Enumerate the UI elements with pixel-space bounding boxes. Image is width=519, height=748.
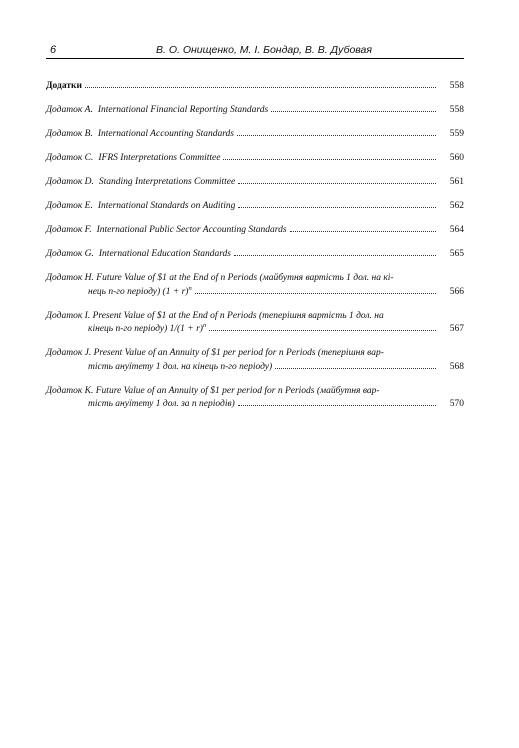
toc-label: Додаток F.	[46, 225, 92, 235]
toc-title: International Accounting Standards	[97, 129, 235, 139]
dot-leader	[271, 111, 436, 112]
exponent: n	[188, 284, 192, 292]
dot-leader	[238, 207, 436, 208]
toc-title-line2-text: тість ануїтету 1 дол. за n періодів)	[88, 399, 235, 409]
exponent: n	[202, 321, 207, 329]
running-header-authors: В. О. Онищенко, М. І. Бондар, В. В. Дубовая	[155, 44, 373, 56]
toc-label: Додаток H.	[46, 273, 94, 283]
toc-title-line2	[88, 323, 206, 337]
dot-leader	[223, 159, 436, 160]
dot-leader	[290, 231, 436, 232]
dot-leader	[85, 87, 436, 88]
dot-leader	[238, 405, 436, 406]
toc-entry[interactable]	[46, 272, 464, 299]
toc-label: Додаток Е.	[46, 201, 93, 211]
toc-title: International Financial Reporting Standards	[97, 105, 269, 115]
toc-single-entries	[46, 104, 464, 262]
toc-page-number: 559	[449, 129, 464, 139]
toc-entry[interactable]	[46, 385, 464, 412]
dot-leader	[237, 135, 436, 136]
toc-title-line2	[88, 361, 272, 375]
toc-label: Додаток D.	[46, 177, 94, 187]
toc-entry[interactable]	[46, 248, 464, 262]
toc-entry[interactable]	[46, 104, 464, 118]
toc-title-line2-text: нець n-го періоду) (1 + r)	[88, 286, 189, 297]
header-divider	[46, 58, 464, 59]
toc-page-number: 558	[449, 81, 464, 91]
toc-title-line2-text: тість ануїтету 1 дол. на кінець n-го періоду)	[88, 361, 273, 372]
dot-leader	[209, 330, 436, 331]
toc-page-number: 564	[449, 225, 464, 235]
toc-label: Додаток G.	[46, 249, 94, 259]
toc-multi-entries	[46, 272, 464, 412]
toc-title: International Public Sector Accounting Standards	[96, 225, 287, 235]
dot-leader	[234, 255, 436, 256]
toc-page-number: 558	[449, 105, 464, 115]
toc-page-number: 566	[449, 286, 464, 297]
dot-leader	[275, 368, 436, 369]
toc-page-number: 561	[449, 177, 464, 187]
toc-title: International Standards on Auditing	[97, 201, 236, 211]
dot-leader	[195, 293, 436, 294]
toc-title-line1: Present Value of an Annuity of $1 per period for n Periods (теперішня вар-	[93, 348, 384, 358]
toc-page-number: 565	[449, 249, 464, 259]
toc-entry[interactable]	[46, 152, 464, 166]
toc-label: Додаток В.	[46, 129, 93, 139]
toc-label: Додаток А.	[46, 105, 93, 115]
toc-entry-appendices[interactable]	[46, 80, 464, 94]
toc-label: Додаток С.	[46, 153, 94, 163]
toc-label: Додаток J.	[46, 348, 92, 358]
toc-page-number: 570	[449, 399, 464, 409]
toc-entry[interactable]	[46, 128, 464, 142]
toc-title: IFRS Interpretations Committee	[98, 153, 221, 163]
toc-title-line1: Future Value of $1 at the End of n Periods (майбутня вартість 1 дол. на кі-	[96, 273, 394, 283]
toc-title: Standing Interpretations Committee	[98, 177, 236, 187]
toc-entry[interactable]	[46, 310, 464, 337]
toc-title-line2	[88, 286, 192, 300]
table-of-contents	[46, 80, 464, 422]
toc-entry[interactable]	[46, 347, 464, 374]
toc-entry[interactable]	[46, 224, 464, 238]
toc-entry[interactable]	[46, 176, 464, 190]
toc-label: Додаток I.	[46, 310, 91, 321]
toc-page-number: 562	[449, 201, 464, 211]
toc-page-number: 560	[449, 153, 464, 163]
page-number: 6	[50, 44, 57, 56]
toc-title-line2	[88, 398, 235, 412]
toc-title: International Education Standards	[98, 249, 232, 259]
toc-page-number: 567	[449, 324, 464, 334]
toc-page-number: 568	[449, 361, 464, 372]
toc-title-line1: Future Value of an Annuity of $1 per period for n Periods (майбутня вар-	[95, 385, 380, 396]
dot-leader	[238, 183, 436, 184]
toc-label: Додатки	[46, 81, 82, 91]
toc-entry[interactable]	[46, 200, 464, 214]
toc-label: Додаток K.	[46, 385, 94, 396]
toc-title-line2-text: кінець n-го періоду) 1/(1 + r)	[88, 324, 203, 334]
toc-title-line1: Present Value of $1 at the End of n Periods (теперішня вартість 1 дол. на	[92, 310, 384, 321]
